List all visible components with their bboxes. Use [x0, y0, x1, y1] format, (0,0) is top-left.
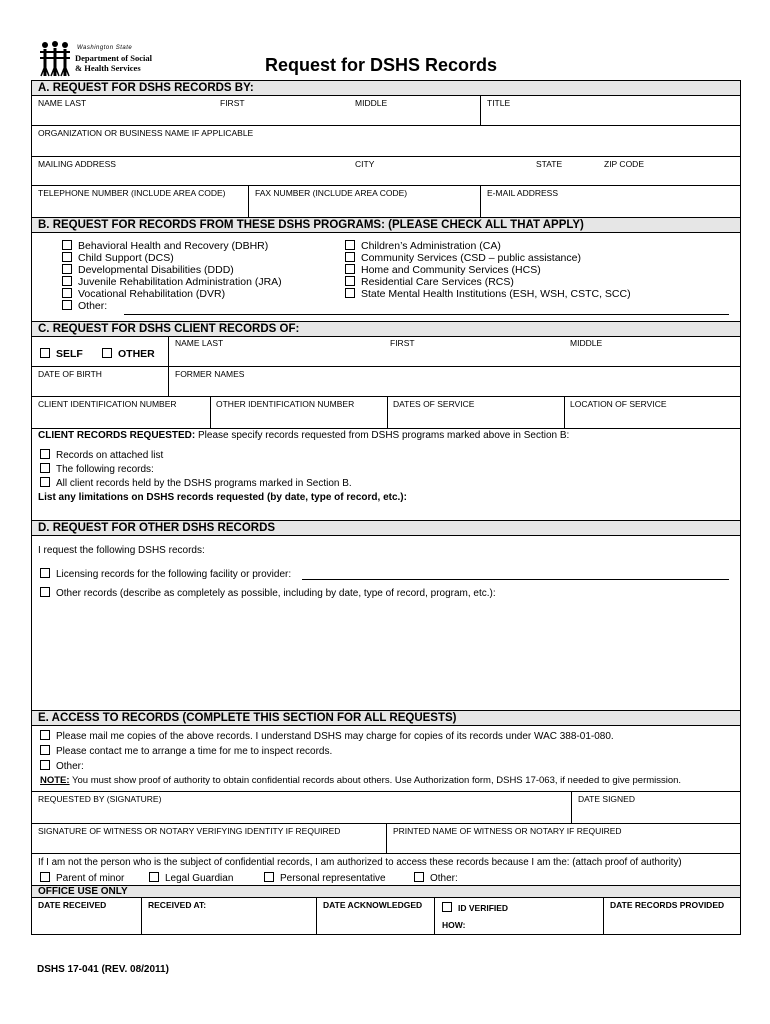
e-authority-text: If I am not the person who is the subject of confidential records, I am authorized to access these records because I am the: (attach proof of authority) [38, 857, 682, 868]
checkbox-icon[interactable] [345, 240, 355, 250]
e-witness-signature-label: SIGNATURE OF WITNESS OR NOTARY VERIFYING IDENTITY IF REQUIRED [38, 826, 341, 836]
office-use-header: OFFICE USE ONLY [32, 886, 740, 898]
e-authority-parent[interactable]: Parent of minor [40, 872, 124, 884]
c-location-of-service-label: LOCATION OF SERVICE [570, 399, 667, 409]
d-licensing-input-line[interactable] [302, 579, 729, 580]
b-program-dvr[interactable]: Vocational Rehabilitation (DVR) [62, 288, 282, 300]
e-note: NOTE: You must show proof of authority to obtain confidential records about others. Use Authorization form, DSHS 17-063, if needed to give permission. [40, 775, 682, 786]
c-record-options [40, 449, 352, 491]
c-middle-label: MIDDLE [570, 338, 603, 348]
dshs-logo [37, 38, 167, 80]
checkbox-icon[interactable] [40, 449, 50, 459]
c-records-requested: CLIENT RECORDS REQUESTED: Please specify records requested from DSHS programs marked above in Section B: [38, 430, 570, 441]
office-date-received-label: DATE RECEIVED [38, 900, 107, 910]
checkbox-icon[interactable] [442, 902, 452, 912]
a-city-label: CITY [355, 159, 375, 169]
d-other-records-option[interactable]: Other records (describe as completely as possible, including by date, type of record, program, etc.): [40, 587, 496, 599]
office-id-verified[interactable]: ID VERIFIED [442, 902, 508, 913]
a-middle-label: MIDDLE [355, 98, 388, 108]
checkbox-icon[interactable] [264, 872, 274, 882]
agency-state: Washington State [77, 45, 133, 51]
e-access-options [40, 729, 614, 774]
b-program-csd[interactable]: Community Services (CSD – public assistance) [345, 252, 631, 264]
checkbox-icon[interactable] [414, 872, 424, 882]
form-number: DSHS 17-041 (REV. 08/2011) [37, 964, 169, 975]
e-option-other[interactable]: Other: [40, 759, 614, 774]
c-option-following-records[interactable]: The following records: [40, 463, 352, 477]
office-date-acknowledged-label: DATE ACKNOWLEDGED [323, 900, 423, 910]
checkbox-icon[interactable] [62, 264, 72, 274]
c-first-label: FIRST [390, 338, 415, 348]
a-name-last-label: NAME LAST [38, 98, 87, 108]
c-other-id-label: OTHER IDENTIFICATION NUMBER [216, 399, 355, 409]
checkbox-icon[interactable] [40, 872, 50, 882]
checkbox-icon[interactable] [40, 463, 50, 473]
b-program-jra[interactable]: Juvenile Rehabilitation Administration (JRA) [62, 276, 282, 288]
e-witness-name-label: PRINTED NAME OF WITNESS OR NOTARY IF REQUIRED [393, 826, 622, 836]
checkbox-icon[interactable] [62, 240, 72, 250]
c-limitations: List any limitations on DSHS records requested (by date, type of record, etc.): [38, 492, 407, 503]
checkbox-icon[interactable] [40, 568, 50, 578]
checkbox-icon[interactable] [102, 348, 112, 358]
checkbox-icon[interactable] [40, 477, 50, 487]
b-program-other[interactable]: Other: [62, 300, 282, 312]
c-other-option[interactable]: OTHER [102, 348, 155, 360]
dshs-logo-icon [37, 40, 73, 78]
e-authority-other[interactable]: Other: [414, 872, 458, 884]
e-date-signed-label: DATE SIGNED [578, 794, 635, 804]
c-dob-label: DATE OF BIRTH [38, 369, 102, 379]
b-left-programs [62, 240, 282, 312]
checkbox-icon[interactable] [62, 300, 72, 310]
c-self-option[interactable]: SELF [40, 348, 83, 360]
b-program-ddd[interactable]: Developmental Disabilities (DDD) [62, 264, 282, 276]
checkbox-icon[interactable] [40, 745, 50, 755]
section-c-header: C. REQUEST FOR DSHS CLIENT RECORDS OF: [32, 322, 740, 336]
e-authority-guardian[interactable]: Legal Guardian [149, 872, 233, 884]
office-how-label: HOW: [442, 920, 466, 930]
d-intro: I request the following DSHS records: [38, 545, 205, 556]
e-requested-by-label: REQUESTED BY (SIGNATURE) [38, 794, 162, 804]
d-licensing-option[interactable]: Licensing records for the following facility or provider: [40, 568, 291, 580]
a-organization-label: ORGANIZATION OR BUSINESS NAME IF APPLICABLE [38, 128, 254, 138]
b-program-dcs[interactable]: Child Support (DCS) [62, 252, 282, 264]
b-right-programs [345, 240, 631, 300]
checkbox-icon[interactable] [345, 288, 355, 298]
checkbox-icon[interactable] [62, 288, 72, 298]
a-state-label: STATE [536, 159, 563, 169]
checkbox-icon[interactable] [40, 760, 50, 770]
a-mailing-address-label: MAILING ADDRESS [38, 159, 116, 169]
c-option-all-records[interactable]: All client records held by the DSHS programs marked in Section B. [40, 477, 352, 491]
e-option-mail[interactable]: Please mail me copies of the above records. I understand DSHS may charge for copies of its records under WAC 388-01-080. [40, 729, 614, 744]
section-a-header: A. REQUEST FOR DSHS RECORDS BY: [32, 81, 740, 95]
b-other-input-line[interactable] [124, 314, 729, 315]
checkbox-icon[interactable] [40, 587, 50, 597]
a-telephone-label: TELEPHONE NUMBER (INCLUDE AREA CODE) [38, 188, 226, 198]
checkbox-icon[interactable] [345, 252, 355, 262]
b-program-smhi[interactable]: State Mental Health Institutions (ESH, WSH, CSTC, SCC) [345, 288, 631, 300]
a-email-label: E-MAIL ADDRESS [487, 188, 559, 198]
c-option-attached-list[interactable]: Records on attached list [40, 449, 352, 463]
a-zip-label: ZIP CODE [604, 159, 644, 169]
a-first-label: FIRST [220, 98, 245, 108]
a-title-label: TITLE [487, 98, 511, 108]
c-former-names-label: FORMER NAMES [175, 369, 245, 379]
c-client-id-label: CLIENT IDENTIFICATION NUMBER [38, 399, 177, 409]
c-name-last-label: NAME LAST [175, 338, 224, 348]
a-fax-label: FAX NUMBER (INCLUDE AREA CODE) [255, 188, 408, 198]
e-option-inspect[interactable]: Please contact me to arrange a time for me to inspect records. [40, 744, 614, 759]
checkbox-icon[interactable] [345, 264, 355, 274]
checkbox-icon[interactable] [345, 276, 355, 286]
agency-name-1: Department of Social [75, 53, 152, 63]
b-program-ca[interactable]: Children’s Administration (CA) [345, 240, 631, 252]
b-program-dbhr[interactable]: Behavioral Health and Recovery (DBHR) [62, 240, 282, 252]
b-program-rcs[interactable]: Residential Care Services (RCS) [345, 276, 631, 288]
e-authority-representative[interactable]: Personal representative [264, 872, 386, 884]
checkbox-icon[interactable] [40, 730, 50, 740]
section-b-header: B. REQUEST FOR RECORDS FROM THESE DSHS PROGRAMS: (PLEASE CHECK ALL THAT APPLY) [32, 218, 740, 232]
c-dates-of-service-label: DATES OF SERVICE [393, 399, 475, 409]
checkbox-icon[interactable] [149, 872, 159, 882]
checkbox-icon[interactable] [62, 252, 72, 262]
page-title: Request for DSHS Records [265, 55, 498, 75]
checkbox-icon[interactable] [40, 348, 50, 358]
dshs-records-form [31, 80, 741, 935]
b-program-hcs[interactable]: Home and Community Services (HCS) [345, 264, 631, 276]
agency-name-2: & Health Services [75, 63, 141, 73]
office-received-at-label: RECEIVED AT: [148, 900, 207, 910]
section-d-header: D. REQUEST FOR OTHER DSHS RECORDS [32, 521, 740, 535]
office-date-records-provided-label: DATE RECORDS PROVIDED [610, 900, 725, 910]
checkbox-icon[interactable] [62, 276, 72, 286]
section-e-header: E. ACCESS TO RECORDS (COMPLETE THIS SECTION FOR ALL REQUESTS) [32, 711, 740, 725]
